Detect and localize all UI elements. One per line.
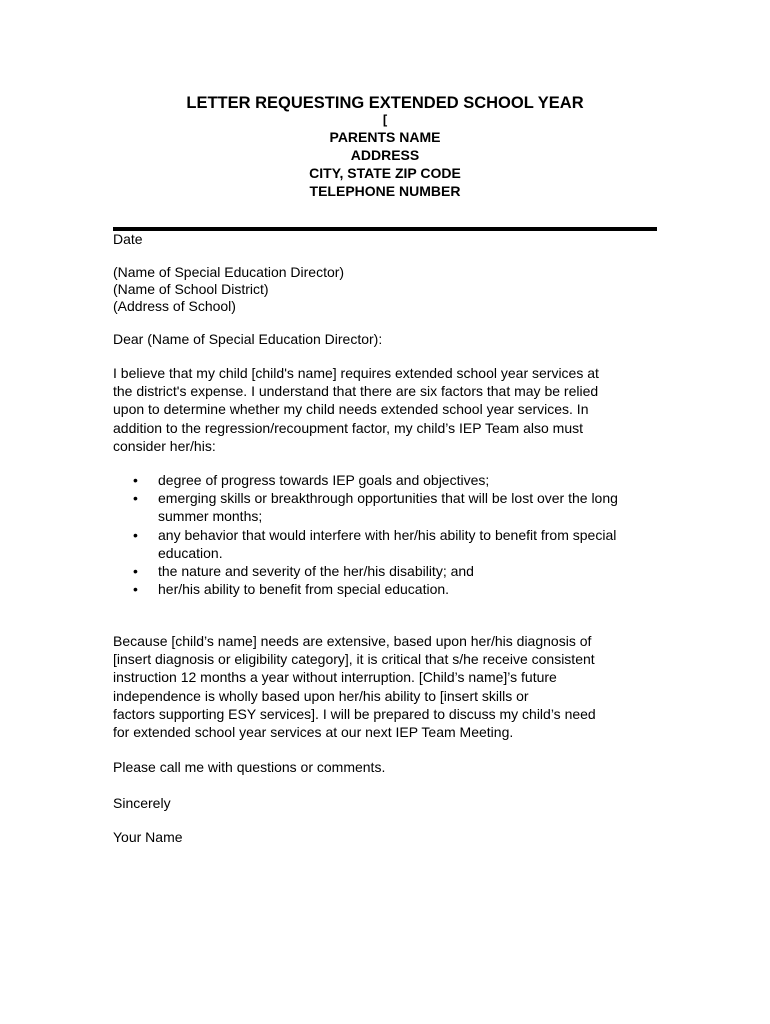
parents-address: ADDRESS: [350, 147, 420, 163]
recipient-district: (Name of School District): [113, 281, 269, 297]
factor-list: [113, 471, 673, 598]
salutation: Dear (Name of Special Education Director):: [113, 331, 383, 347]
list-item-text: emerging skills or breakthrough opportunities that will be lost over the long: [158, 490, 618, 507]
bullet-glyph: •: [133, 526, 138, 543]
sign-off: Sincerely: [113, 795, 171, 811]
recipient-director: (Name of Special Education Director): [113, 264, 345, 280]
letter-title: LETTER REQUESTING EXTENDED SCHOOL YEAR: [186, 94, 584, 112]
list-item-text: summer months;: [158, 508, 263, 525]
list-item: [113, 580, 673, 598]
list-item-text: degree of progress towards IEP goals and objectives;: [158, 472, 490, 488]
placeholder-bracket: [: [382, 112, 388, 127]
parents-name: PARENTS NAME: [329, 129, 441, 145]
list-item-text: her/his ability to benefit from special education.: [158, 581, 450, 598]
bullet-glyph: •: [133, 490, 138, 507]
list-item: [113, 489, 673, 525]
body-line: for extended school year services at our next IEP Team Meeting.: [113, 724, 514, 741]
body-line: [insert diagnosis or eligibility category], it is critical that s/he receive consistent: [113, 651, 595, 668]
body-line: factors supporting ESY services]. I will be prepared to discuss my child’s need: [113, 705, 596, 722]
intro-paragraph: [113, 364, 661, 455]
list-item: [113, 562, 673, 580]
city-state-zip: CITY, STATE ZIP CODE: [309, 165, 461, 181]
body-line: instruction 12 months a year without interruption. [Child’s name]’s future: [113, 669, 557, 686]
intro-line: consider her/his:: [113, 437, 216, 454]
body-line: Because [child’s name] needs are extensive, based upon her/his diagnosis of: [113, 633, 592, 649]
body-line: independence is wholly based upon her/his ability to [insert skills or: [113, 687, 529, 704]
intro-line: upon to determine whether my child needs extended school year services. In: [113, 401, 589, 418]
signature: Your Name: [113, 829, 183, 845]
intro-line: addition to the regression/recoupment factor, my child’s IEP Team also must: [113, 419, 584, 436]
list-item: [113, 471, 673, 489]
bullet-glyph: •: [133, 472, 138, 488]
list-item-text: education.: [158, 544, 223, 561]
bullet-glyph: •: [133, 581, 138, 598]
closing-request: Please call me with questions or comments.: [113, 759, 386, 775]
recipient-address: (Address of School): [113, 298, 236, 314]
intro-line: the district's expense. I understand that there are six factors that may be relied: [113, 383, 599, 400]
intro-line: I believe that my child [child's name] requires extended school year services at: [113, 365, 599, 381]
date-line: Date: [113, 231, 143, 247]
bullet-glyph: •: [133, 563, 138, 580]
list-item-text: any behavior that would interfere with her/his ability to benefit from special: [158, 526, 617, 543]
body-paragraph: [113, 632, 661, 741]
list-item-text: the nature and severity of the her/his disability; and: [158, 563, 474, 580]
list-item: [113, 526, 673, 562]
telephone-number: TELEPHONE NUMBER: [309, 183, 461, 199]
